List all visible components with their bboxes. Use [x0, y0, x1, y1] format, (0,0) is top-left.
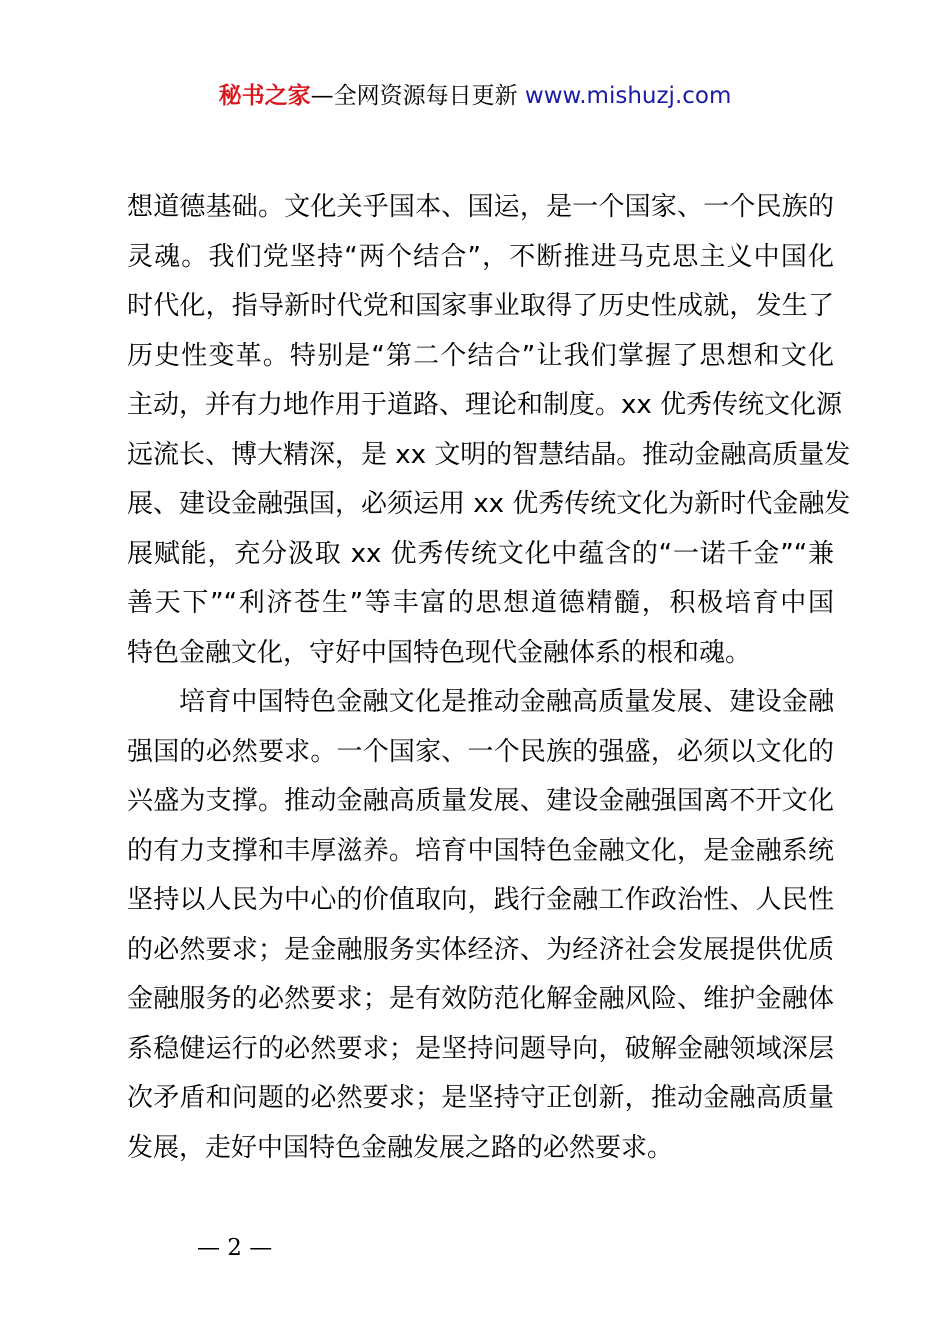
text-line: 远流长、博大精深，是 xx 文明的智慧结晶。推动金融高质量发: [127, 439, 851, 470]
document-body: [127, 183, 851, 1173]
text-line: 特色金融文化，守好中国特色现代金融体系的根和魂。: [127, 637, 752, 668]
text-line: 灵魂。我们党坚持“两个结合”，不断推进马克思主义中国化: [127, 241, 834, 272]
text-line: 主动，并有力地作用于道路、理论和制度。xx 优秀传统文化源: [127, 390, 843, 420]
text-line: 金融服务的必然要求；是有效防范化解金融风险、维护金融体: [127, 984, 834, 1014]
text-line: 的有力支撑和丰厚滋养。培育中国特色金融文化，是金融系统: [127, 835, 834, 866]
text-line: 时代化，指导新时代党和国家事业取得了历史性成就，发生了: [127, 291, 834, 321]
text-line: 发展，走好中国特色金融发展之路的必然要求。: [127, 1132, 674, 1163]
text-line: 兴盛为支撑。推动金融高质量发展、建设金融强国离不开文化: [127, 786, 834, 816]
text-line: 历史性变革。特别是“第二个结合”让我们掌握了思想和文化: [127, 340, 834, 371]
text-line: 强国的必然要求。一个国家、一个民族的强盛，必须以文化的: [127, 736, 834, 767]
header-brand: 秘书之家: [218, 83, 311, 109]
header-tagline: —全网资源每日更新: [310, 83, 518, 109]
text-line: 想道德基础。文化关乎国本、国运，是一个国家、一个民族的: [127, 192, 834, 222]
page-number: — 2 —: [197, 1235, 273, 1261]
text-line: 培育中国特色金融文化是推动金融高质量发展、建设金融: [179, 687, 834, 717]
text-line: 展、建设金融强国，必须运用 xx 优秀传统文化为新时代金融发: [127, 489, 851, 519]
text-line: 系稳健运行的必然要求；是坚持问题导向，破解金融领域深层: [127, 1033, 834, 1064]
paragraph-1: [127, 183, 851, 678]
text-line: 次矛盾和问题的必然要求；是坚持守正创新，推动金融高质量: [127, 1083, 834, 1113]
paragraph-2: [127, 678, 834, 1173]
page-header: [0, 80, 950, 112]
text-line: 善天下”“利济苍生”等丰富的思想道德精髓，积极培育中国: [127, 588, 834, 618]
text-line: 的必然要求；是金融服务实体经济、为经济社会发展提供优质: [127, 934, 834, 965]
header-site-link[interactable]: www.mishuzj.com: [524, 83, 732, 109]
text-line: 坚持以人民为中心的价值取向，践行金融工作政治性、人民性: [127, 885, 834, 915]
text-line: 展赋能，充分汲取 xx 优秀传统文化中蕴含的“一诺千金”“兼: [127, 538, 834, 569]
